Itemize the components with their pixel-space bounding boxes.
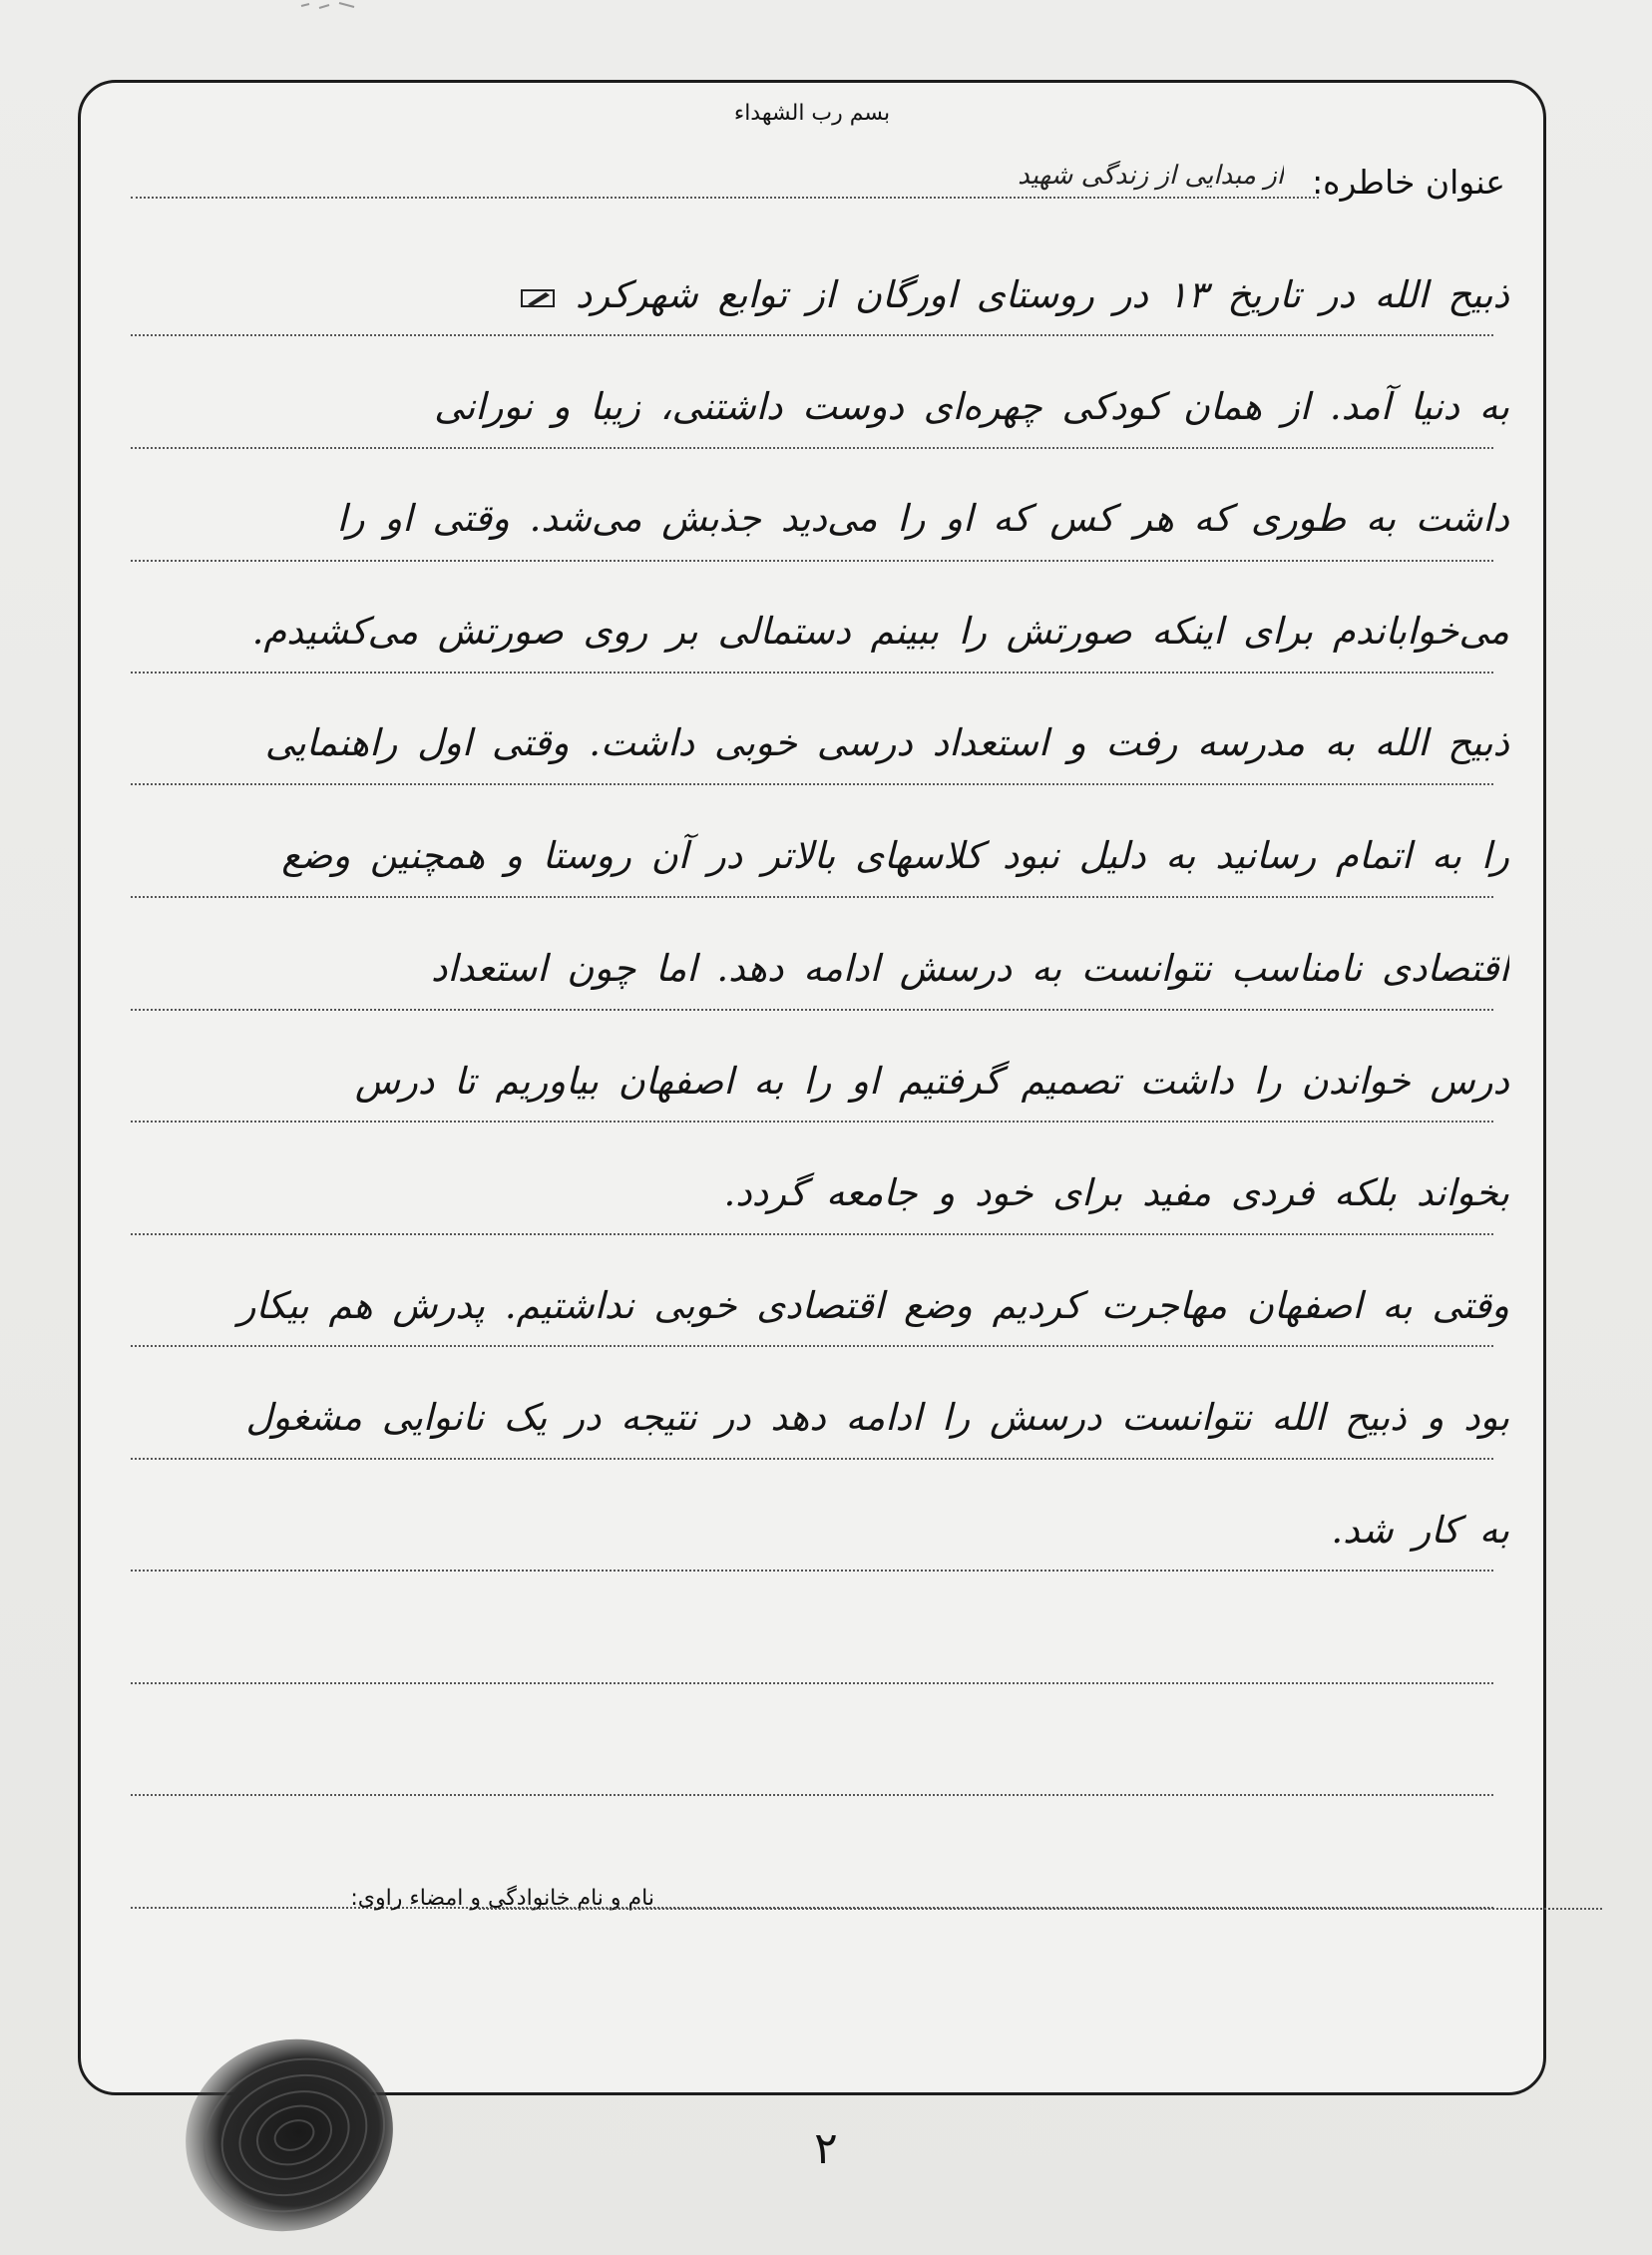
stray-ink-mark: [299, 0, 359, 12]
narrator-signature-line: [479, 1908, 1602, 1910]
ruled-line: [131, 1345, 1493, 1347]
title-label: عنوان خاطره:: [1312, 163, 1505, 202]
memoir-line: داشت به طوری که هر کس که او را می‌دید جذبش می‌شد. وقتی او را: [336, 497, 1509, 540]
title-value: از مبدایی از زندگی شهید: [1018, 161, 1284, 191]
memoir-line: درس خواندن را داشت تصمیم گرفتیم او را به اصفهان بیاوریم تا درس: [354, 1060, 1509, 1103]
ruled-line: [131, 1794, 1493, 1796]
pen-icon: [520, 286, 556, 310]
ruled-line: [131, 560, 1493, 562]
memoir-line: ذبیح الله در تاریخ ۱۳ در روستای اورگان از توابع شهرکرد: [121, 260, 1509, 330]
ruled-line: [131, 1570, 1493, 1572]
title-dotted-line: [131, 197, 1319, 199]
memoir-line: به دنیا آمد. از همان کودکی چهره‌ای دوست داشتنی، زیبا و نورانی: [434, 385, 1509, 428]
ruled-line: [131, 1121, 1493, 1123]
page-number: ۲: [814, 2123, 838, 2174]
memoir-line: ذبیح الله به مدرسه رفت و استعداد درسی خوبی داشت. وقتی اول راهنمایی: [264, 721, 1509, 764]
ruled-line: [131, 1458, 1493, 1460]
ruled-line: [131, 896, 1493, 898]
narrator-signature-label: نام و نام خانوادگی و امضاء راوی:: [350, 1886, 654, 1911]
memoir-line: به کار شد.: [1331, 1509, 1509, 1552]
memoir-form-frame: [78, 80, 1546, 2095]
ruled-line: [131, 1233, 1493, 1235]
ruled-line: [131, 447, 1493, 449]
memoir-line: بود و ذبیح الله نتوانست درسش را ادامه دهد در نتیجه در یک نانوایی مشغول: [245, 1396, 1509, 1439]
memoir-line: می‌خواباندم برای اینکه صورتش را ببینم دستمالی بر روی صورتش می‌کشیدم.: [251, 610, 1509, 653]
form-header: بسم رب الشهداء: [733, 101, 891, 126]
ruled-line: [131, 1682, 1493, 1684]
ruled-line: [131, 672, 1493, 674]
memoir-line: را به اتمام رسانید به دلیل نبود کلاسهای بالاتر در آن روستا و همچنین وضع: [281, 834, 1509, 877]
memoir-line: وقتی به اصفهان مهاجرت کردیم وضع اقتصادی خوبی نداشتیم. پدرش هم بیکار: [237, 1284, 1509, 1327]
memoir-line: اقتصادی نامناسب نتوانست به درسش ادامه دهد. اما چون استعداد: [431, 947, 1509, 990]
ruled-line: [131, 783, 1493, 785]
memoir-line: بخواند بلکه فردی مفید برای خود و جامعه گردد.: [723, 1171, 1509, 1214]
ruled-line: [131, 334, 1493, 336]
ruled-line: [131, 1009, 1493, 1011]
